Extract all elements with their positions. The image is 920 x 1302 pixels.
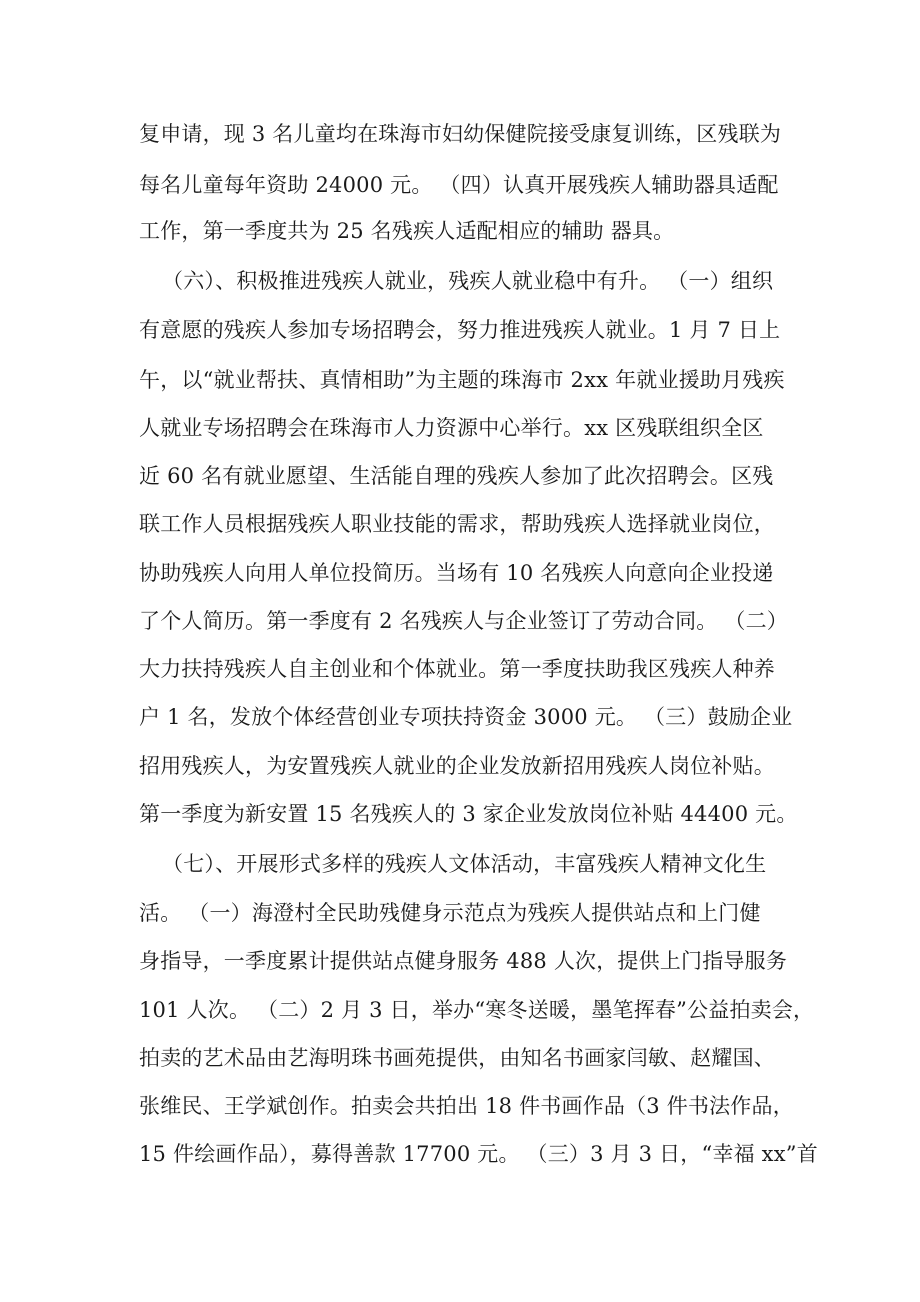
text-line: 协助残疾人向用人单位投简历。当场有 10 名残疾人向意向企业投递: [139, 561, 774, 585]
text-line: 活。 （一）海澄村全民助残健身示范点为残疾人提供站点和上门健: [139, 901, 761, 925]
text-line: 招用残疾人，为安置残疾人就业的企业发放新招用残疾人岗位补贴。: [139, 754, 775, 778]
text-line: 有意愿的残疾人参加专场招聘会，努力推进残疾人就业。1 月 7 日上: [139, 318, 781, 342]
text-line: 近 60 名有就业愿望、生活能自理的残疾人参加了此次招聘会。区残: [139, 464, 774, 488]
text-line: 拍卖的艺术品由艺海明珠书画苑提供，由知名书画家闫敏、赵耀国、: [139, 1046, 775, 1070]
section-heading-line: （六）、积极推进残疾人就业，残疾人就业稳中有升。 （一）组织: [162, 269, 774, 293]
text-line: 复申请，现 3 名儿童均在珠海市妇幼保健院接受康复训练，区残联为: [139, 122, 782, 146]
text-line: 了个人简历。第一季度有 2 名残疾人与企业签订了劳动合同。 （二）: [139, 609, 788, 633]
text-line: 联工作人员根据残疾人职业技能的需求，帮助残疾人选择就业岗位，: [139, 512, 775, 536]
text-line: 15 件绘画作品），募得善款 17700 元。 （三）3 月 3 日，“幸福 xx”首: [139, 1142, 818, 1166]
text-line: 午，以“就业帮扶、真情相助”为主题的珠海市 2xx 年就业援助月残疾: [139, 368, 785, 392]
text-line: 每名儿童每年资助 24000 元。 （四）认真开展残疾人辅助器具适配: [139, 173, 779, 197]
text-line: 大力扶持残疾人自主创业和个体就业。第一季度扶助我区残疾人种养: [139, 657, 775, 681]
text-line: 户 1 名，发放个体经营创业专项扶持资金 3000 元。 （三）鼓励企业: [139, 705, 793, 729]
text-line: 工作，第一季度共为 25 名残疾人适配相应的辅助 器具。: [139, 219, 675, 243]
text-line: 人就业专场招聘会在珠海市人力资源中心举行。xx 区残联组织全区: [139, 416, 764, 440]
text-line: 身指导，一季度累计提供站点健身服务 488 人次，提供上门指导服务: [139, 949, 788, 973]
text-line: 张维民、王学斌创作。拍卖会共拍出 18 件书画作品（3 件书法作品，: [139, 1094, 794, 1118]
section-heading-line: （七）、开展形式多样的残疾人文体活动，丰富残疾人精神文化生: [162, 852, 767, 876]
text-line: 101 人次。 （二）2 月 3 日，举办“寒冬送暖，墨笔挥春”公益拍卖会，: [139, 998, 815, 1022]
text-line: 第一季度为新安置 15 名残疾人的 3 家企业发放岗位补贴 44400 元。: [139, 802, 798, 826]
